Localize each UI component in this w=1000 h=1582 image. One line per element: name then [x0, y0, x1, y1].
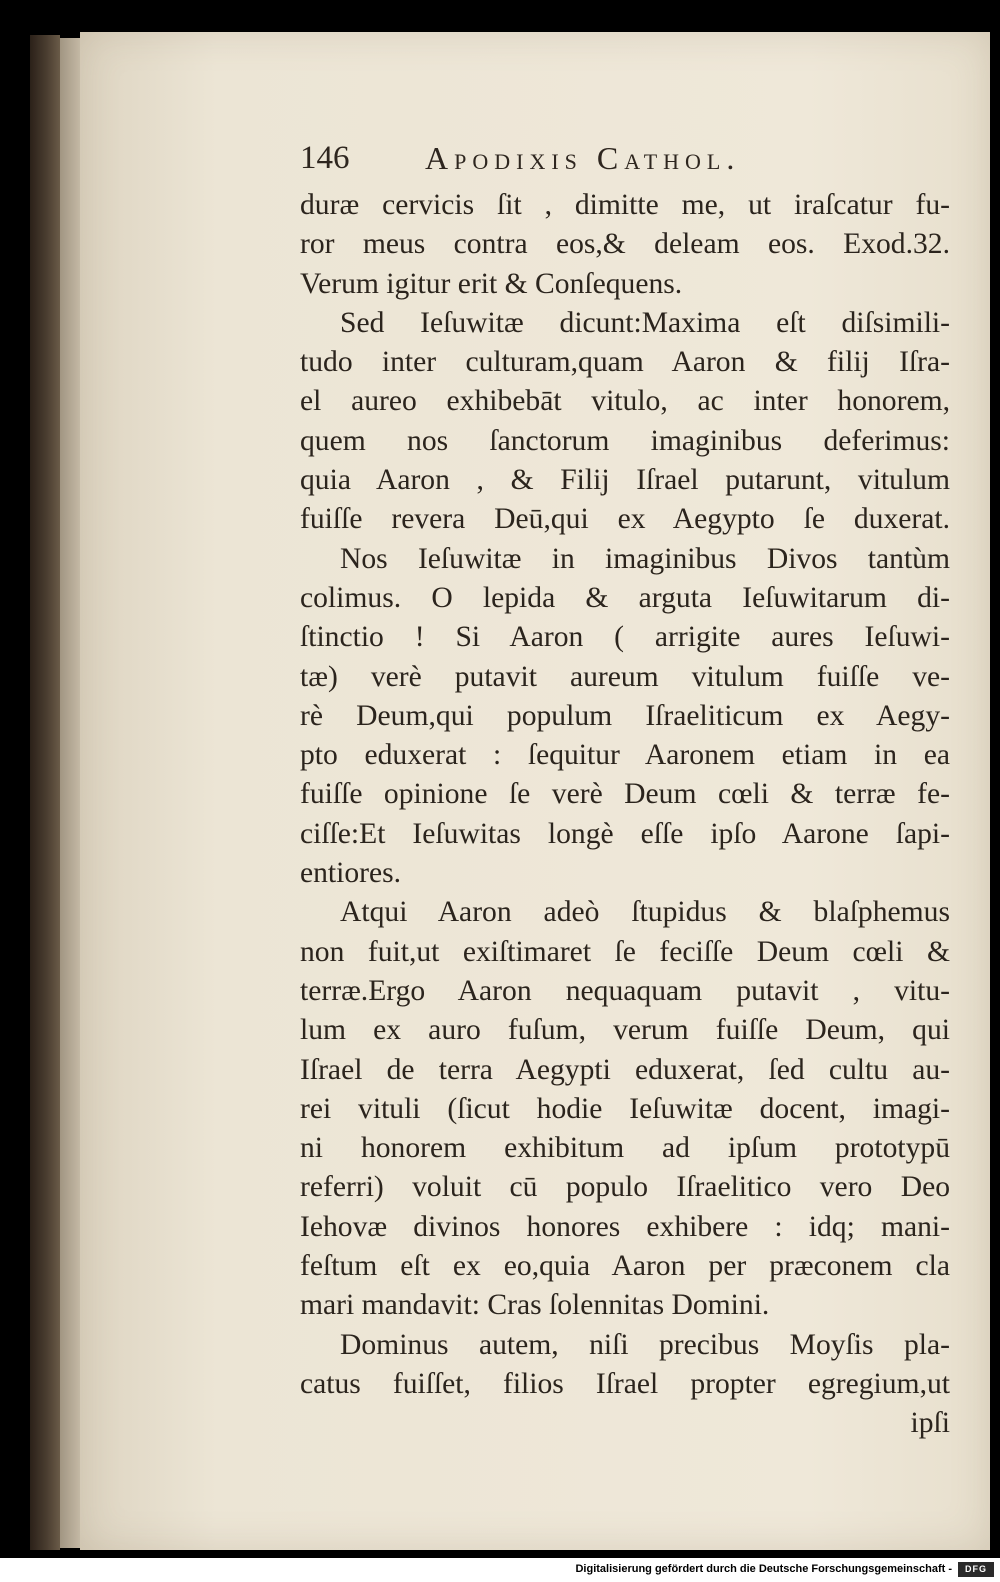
- text-line: ſtinctio ! Si Aaron ( arrigite aures Ieſuwi-: [300, 621, 950, 654]
- text-line: ror meus contra eos,& deleam eos. Exod.32.: [300, 228, 950, 261]
- book-edge-light: [60, 38, 82, 1548]
- body-text: [300, 186, 950, 1444]
- text-line: feſtum eſt ex eo,quia Aaron per præconem cla: [300, 1250, 950, 1283]
- text-line: Atqui Aaron adeò ſtupidus & blaſphemus: [340, 896, 950, 929]
- header-title: Apodixis Cathol.: [425, 140, 741, 176]
- text-line: duræ cervicis ſit , dimitte me, ut iraſcatur fu-: [300, 189, 950, 221]
- book-edge-dark: [30, 35, 60, 1550]
- digitization-footer: [0, 1558, 1000, 1582]
- text-line: Verum igitur erit & Conſequens.: [300, 267, 683, 300]
- text-line: fuiſſe revera Deū,qui ex Aegypto ſe duxerat.: [300, 503, 950, 536]
- dfg-logo: DFG: [958, 1562, 994, 1577]
- catchword: ipſi: [910, 1407, 950, 1440]
- running-head: [300, 138, 950, 184]
- text-line: Iſrael de terra Aegypti eduxerat, ſed cultu au-: [300, 1053, 950, 1086]
- text-line: quia Aaron , & Filij Iſrael putarunt, vitulum: [300, 464, 950, 497]
- text-line: ni honorem exhibitum ad ipſum prototypū: [300, 1132, 950, 1165]
- text-line: quem nos ſanctorum imaginibus deferimus:: [300, 424, 950, 457]
- text-line: ciſſe:Et Ieſuwitas longè eſſe ipſo Aarone ſapi-: [300, 817, 950, 850]
- footer-credit: Digitalisierung gefördert durch die Deutsche Forschungsgemeinschaft -: [575, 1563, 952, 1575]
- text-line: entiores.: [300, 857, 402, 890]
- text-line: pto eduxerat : ſequitur Aaronem etiam in ea: [300, 739, 950, 772]
- text-line: Nos Ieſuwitæ in imaginibus Divos tantùm: [340, 542, 950, 575]
- text-line: Dominus autem, niſi precibus Moyſis pla-: [340, 1328, 950, 1361]
- text-line: rè Deum,qui populum Iſraeliticum ex Aegy-: [300, 699, 950, 732]
- text-line: mari mandavit: Cras ſolennitas Domini.: [300, 1289, 770, 1322]
- text-line: fuiſſe opinione ſe verè Deum cœli & terræ fe-: [300, 778, 950, 811]
- text-line: colimus. O lepida & arguta Ieſuwitarum di-: [300, 581, 950, 614]
- text-line: lum ex auro fuſum, verum fuiſſe Deum, qui: [300, 1014, 950, 1047]
- text-line: Sed Ieſuwitæ dicunt:Maxima eſt diſsimili-: [340, 306, 950, 339]
- text-line: non fuit,ut exiſtimaret ſe feciſſe Deum cœli &: [300, 935, 950, 968]
- text-line: terræ.Ergo Aaron nequaquam putavit , vitu-: [300, 974, 950, 1007]
- text-line: el aureo exhibebāt vitulo, ac inter honorem,: [300, 385, 950, 418]
- text-line: catus fuiſſet, filios Iſrael propter egregium,ut: [300, 1367, 950, 1400]
- text-line: rei vituli (ſicut hodie Ieſuwitæ docent, imagi-: [300, 1092, 950, 1125]
- text-line: tudo inter culturam,quam Aaron & filij Iſra-: [300, 346, 950, 379]
- text-line: referri) voluit cū populo Iſraelitico vero Deo: [300, 1171, 950, 1204]
- text-line: Iehovæ divinos honores exhibere : idq; mani-: [300, 1210, 950, 1243]
- text-line: tæ) verè putavit aureum vitulum fuiſſe ve-: [300, 660, 950, 693]
- page-number: 146: [300, 140, 350, 176]
